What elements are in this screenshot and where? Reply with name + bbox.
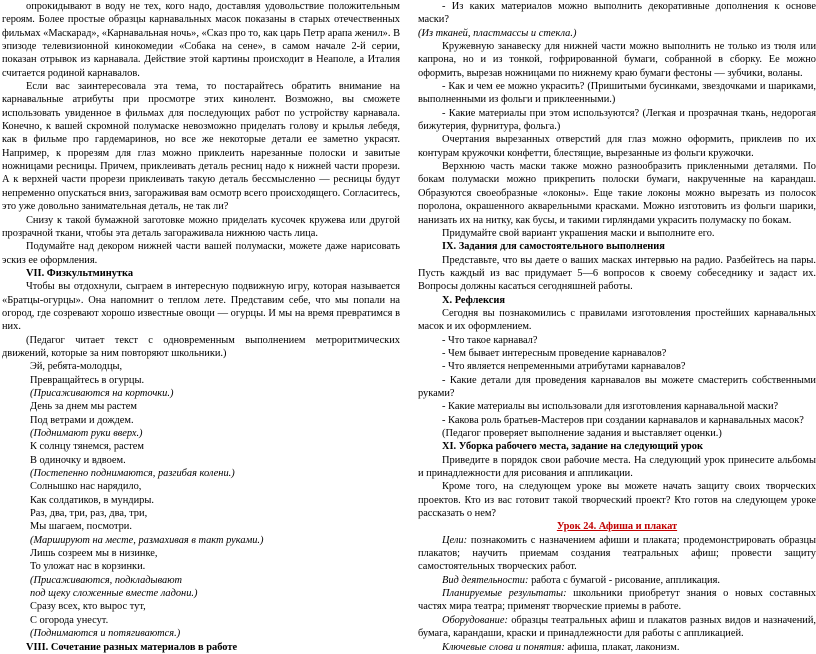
left-paragraph: То уложат нас в корзинки. [30,561,146,573]
left-paragraph: Чтобы вы отдохнули, сыграем в интересную подвижную игру, которая называется «Братцы-огурцы». Она напомнит о теплом лете. Представим себе, что мы попали на огород, где созревают хорошо известные овощи — огурцы. И мы на время превратимся в них. [2,281,400,333]
lesson-goals: Цели: познакомить с назначением афиши и плаката; продемонстрировать образцы плакатов; научить приемам создания театральных афиш; провести защиту самостоятельных творческих работ. [418,534,816,573]
left-paragraph: Сразу всех, кто вырос тут, [30,601,146,613]
left-paragraph: опрокидывают в воду не тех, кого надо, доставляя удовольствие положительным героям. Более простые образцы карнавальных масок показаны в старых отечественных фильмах «Маскарад», «Карнавальная ночь», «Сказ про то, как царь Петр арапа женил». В эпизоде телевизионной кинокомедии «Собака на сене», в самом начале 2-й серии, показан отрывок из карнавала. Действие этой картины происходит в Неаполе, а Италия считается родиной карнавалов. [2,1,400,79]
left-paragraph: Эй, ребята-молодцы, [30,361,123,373]
right-paragraph: - Что является непременными атрибутами карнавалов? [442,361,686,373]
lesson-results: Планируемые результаты: школьники приобретут знания о новых составных частях мира театра; применят творческие приемы в работе. [418,588,816,613]
left-paragraph: Превращайтесь в огурцы. [30,374,145,386]
lesson-activity: Вид деятельности: работа с бумагой - рисование, аппликация. [442,574,720,586]
right-paragraph: Кроме того, на следующем уроке вы можете начать защиту своих творческих проектов. Кто из вас готовит такой творческий проект? Кто готов на следующем уроке рассказать о нем? [418,481,816,520]
right-paragraph: - Какие материалы при этом используются? (Легкая и прозрачная ткань, недорогая бижутерия, фурнитура, фольга.) [418,107,816,133]
right-paragraph: X. Рефлексия [442,294,505,306]
left-paragraph: под щеку сложенные вместе ладони.) [30,588,198,600]
right-paragraph: Придумайте свой вариант украшения маски и выполните его. [442,227,715,239]
right-paragraph: Представьте, что вы даете о ваших масках интервью на радио. Разбейтесь на пары. Пусть каждый из вас придумает 5—6 вопросов к своему собеседнику и задаст их. Вопросы должны касаться сегодняшней работы. [418,254,816,293]
left-paragraph: Лишь созреем мы в низинке, [30,548,158,560]
left-paragraph: Солнышко нас нарядило, [30,481,142,493]
left-paragraph: (Маршируют на месте, размахивая в такт руками.) [30,534,264,546]
right-paragraph: Очертания вырезанных отверстий для глаз можно оформить, приклеив по их контурам кружочки конфетти, блестящие, вырезанные из фольги кружочки. [418,134,816,159]
left-paragraph: VII. Физкультминутка [26,267,134,279]
right-paragraph: - Как и чем ее можно украсить? (Пришитыми бусинками, звездочками и шариками, выполненными из фольги и приклеенными.) [418,81,816,106]
left-paragraph: (Поднимают руки вверх.) [30,428,143,439]
left-column [2,0,400,654]
right-paragraph: Кружевную занавеску для нижней части можно выполнить не только из тюля или капрона, но и из тонкой, гофрированной бумаги, собранной в сборку. Ее можно оформить, вырезав ножницами по нижнему краю бумаги фестоны — зубчики, воланы. [418,41,816,79]
right-paragraph: - Чем бывает интересным проведение карнавалов? [442,347,667,359]
left-paragraph: С огорода унесут. [30,614,109,626]
right-paragraph: IX. Задания для самостоятельного выполнения [442,241,665,253]
right-column [418,0,816,654]
left-paragraph: (Присаживаются, подкладывают [30,574,183,586]
left-paragraph: (Поднимаются и потягиваются.) [30,628,181,640]
right-paragraph: XI. Уборка рабочего места, задание на следующий урок [442,441,703,453]
right-paragraph: - Какие детали для проведения карнавалов вы можете смастерить собственными руками? [418,374,816,399]
left-paragraph: Снизу к такой бумажной заготовке можно приделать кусочек кружева или другой прозрачной ткани, чтобы эта деталь загораживала нижнюю часть лица. [2,214,400,239]
right-paragraph: - Что такое карнавал? [442,334,538,346]
left-paragraph: (Присаживаются на корточки.) [30,387,174,399]
right-paragraph: Верхнюю часть маски также можно разнообразить прикленными деталями. По бокам полумаски можно прикрепить полоски бумаги, накрученные на карандаш. Образуются своеобразные «локоны». Еще такие локоны можно вырезать из полосок поролона, окрашенного акварельными красками. Можно изготовить из фольги шарики, нанизать их на нитку, как бусы, и такими гирляндами украсить полумаску по бокам. [418,161,816,226]
left-paragraph: К солнцу тянемся, растем [30,441,144,453]
lesson-heading[interactable]: Урок 24. Афиша и плакат [556,521,678,533]
left-paragraph: Если вас заинтересовала эта тема, то постарайтесь обратить внимание на карнавальные атрибуты при просмотре этих кинолент. Возможно, вы сможете использовать увиденное в фильмах для последующих работ по устройству карнавала. Конечно, к вашей скромной полумаске невозможно приделать голову и крылья лебедя, как в фильме про гардемаринов, но все же некоторые детали ее заметно украсят. Например, к прорезям для глаз можно приклеить нарезанные полоски и завитые ножницами ресницы. Причем, приклеивать деталь ресниц надо к нижней части прорези. А к верхней части прорези приклеивать такую деталь бессмысленно — ресницы будут непременно опускаться вниз, загораживая вам осмотр всего происходящего. Согласитесь, это уже довольно занимательная деталь, не так ли? [2,81,400,213]
right-paragraphs [418,0,816,520]
left-paragraph: Под ветрами и дождем. [30,414,134,426]
left-paragraph: Как солдатиков, в мундиры. [30,494,154,506]
right-paragraph: Приведите в порядок свои рабочие места. На следующий урок принесите альбомы и принадлежности для рисования и аппликации. [418,454,816,480]
right-paragraph: (Педагог проверяет выполнение задания и выставляет оценки.) [442,428,722,439]
lesson-keywords: Ключевые слова и понятия: афиша, плакат, лаконизм. [442,641,680,653]
right-paragraph: - Какова роль братьев-Мастеров при создании карнавалов и карнавальных масок? [442,414,804,426]
right-paragraph: - Какие материалы вы использовали для изготовления карнавальной маски? [442,401,779,413]
left-paragraph: В одиночку и вдвоем. [30,454,126,466]
left-paragraph: День за днем мы растем [30,401,137,413]
right-paragraph: Сегодня вы познакомились с правилами изготовления простейших карнавальных масок и их оформлением. [418,307,816,333]
left-paragraph: (Педагог читает текст с одновременным выполнением метроритмических движений, которые за ним повторяют школьники.) [2,334,400,359]
right-paragraph: (Из тканей, пластмассы и стекла.) [418,27,577,39]
left-paragraph: Раз, два, три, раз, два, три, [30,508,148,520]
right-paragraph: - Из каких материалов можно выполнить декоративные дополнения к основе маски? [418,1,816,26]
left-paragraph: Подумайте над декором нижней части вашей полумаски, можете даже нарисовать эскиз ее оформления. [2,241,400,266]
lesson-equipment: Оборудование: образцы театральных афиш и плакатов разных видов и назначений, бумага, карандаши, краски и принадлежности для работы с аппликацией. [418,614,816,640]
left-paragraph: (Постепенно поднимаются, разгибая колени.) [30,468,235,480]
left-paragraph: VIII. Сочетание разных материалов в работе [26,641,238,653]
left-paragraph: Мы шагаем, посмотри. [30,521,132,533]
